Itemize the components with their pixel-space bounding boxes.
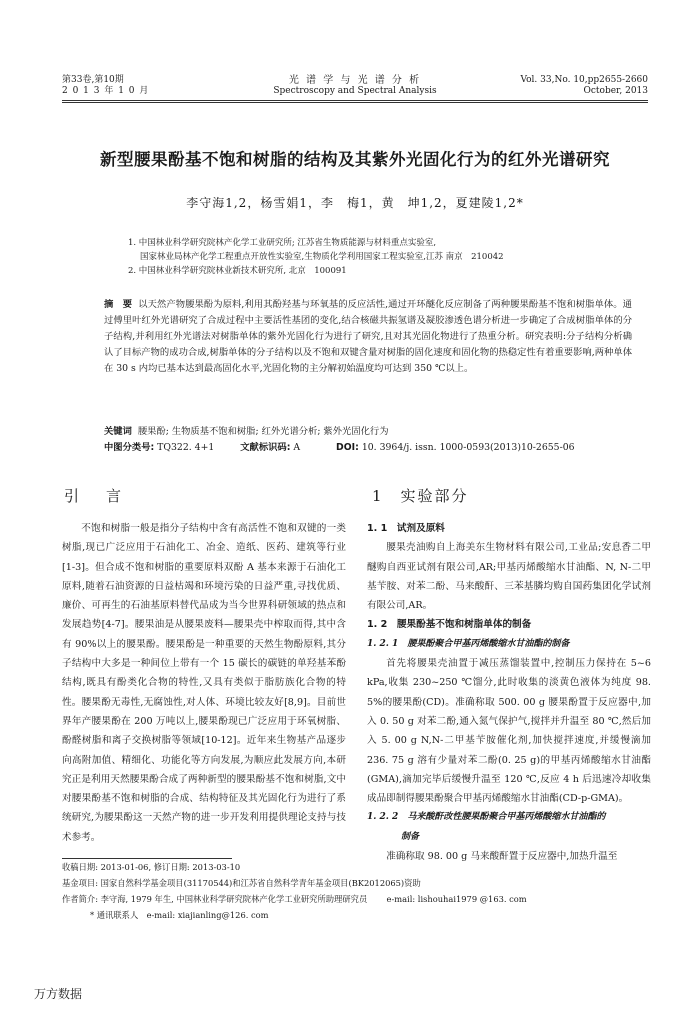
section-1-2-1-title: 1. 2. 1 腰果酚聚合甲基丙烯酸缩水甘油酯的制备 [367,638,570,649]
author-email: e-mail: lishouhai1979 @163. com [386,894,527,904]
section-1-2-title: 1. 2 腰果酚基不饱和树脂单体的制备 [367,619,532,631]
section-1-2-2-text: 准确称取 98. 00 g 马来酸酐置于反应器中,加热升温至 [386,851,618,863]
section-1-2-2-title-cont: 制备 [401,831,420,842]
section-1-1-text: 腰果壳油购自上海美东生物材料有限公司,工业品;安息香二甲醚购自西亚试剂有限公司,AR;甲基丙烯酸缩水甘油酯、N, N-二甲基苄胺、对苯二酚、马来酸酐、三苯基膦均购自国药集团化学试剂有限公司,AR。 [367,542,651,612]
section-1-2-1-text: 首先将腰果壳油置于减压蒸馏装置中,控制压力保持在 5~6 kPa,收集 230~250 ℃馏分,此时收集的淡黄色液体为纯度 98. 5%的腰果酚(CD)。准确称取 500. 00 g 腰果酚置于反应器中,加入 0. 50 g 对苯二酚,通入氮气保护气,搅拌并升温至 80 ℃,然后加入 5. 00 g N,N-二甲基苄胺催化剂,加快搅拌速度,并缓慢滴加 236. 75 g 溶有少量对苯二酚(0. 25 g)的甲基丙烯酸缩水甘油酯(GMA),滴加完毕后缓慢升温至 120 ℃,反应 4 h 后迅速冷却收集成品即制得腰果酚聚合甲基丙烯酸缩水甘油酯(CD-p-GMA)。 [367,658,651,805]
date-en: October, 2013 [583,86,648,96]
author-bio-text: 作者简介: 李守海, 1979 年生, 中国林业科学研究院林产化学工业研究所助理研究员 [62,894,368,904]
corresponding-author: * 通讯联系人 e-mail: xiajianling@126. com [90,910,269,920]
fund-info: 基金项目: 国家自然科学基金项目(31170544)和江苏省自然科学青年基金项目(BK2012065)资助 [62,878,421,888]
abstract-label: 摘 要 [104,299,133,310]
volume-pages-en: Vol. 33,No. 10,pp2655-2660 [520,75,648,85]
affiliation-1-cont: 国家林业局林产化学工程重点开放性实验室,生物质化学利用国家工程实验室,江苏 南京 210042 [140,252,504,262]
intro-paragraph: 不饱和树脂一般是指分子结构中含有高活性不饱和双键的一类树脂,现已广泛应用于石油化工、冶金、造纸、医药、建筑等行业[1-3]。但合成不饱和树脂的重要原料双酚 A 基本来源于石油化工原料,随着石油资源的日益枯竭和环境污染的日益严重,寻找优质、廉价、可再生的石油基原料替代品成为当今世界科研领域的热点和发展趋势[4-7]。腰果油是从腰果废料—腰果壳中榨取而得,其中含有 90%以上的腰果酚。腰果酚是一种重要的天然生物酚原料,其分子结构中大多是一种间位上带有一个 15 碳长的碳链的单羟基苯酚结构,既具有酚类化合物的特性,又具有类似于脂肪族化合物的特性。腰果酚无毒性,无腐蚀性,对人体、环境比较友好[8,9]。目前世界年产腰果酚在 200 万吨以上,腰果酚现已广泛应用于环氧树脂、酚醛树脂和离子交换树脂等领域[10-12]。近年来生物基产品逐步向高附加值、精细化、功能化等方向发展,为顺应此发展方向,本研究正是利用天然腰果酚合成了两种新型的腰果酚基不饱和树脂,文中对腰果酚基不饱和树脂的合成、结构特征及其光固化行为进行了系统研究,为腰果酚这一天然产物的进一步开发利用提供理论支持与技术参考。 [62,523,346,843]
header-rule [62,100,648,101]
author-list: 李守海1,2，杨雪娟1，李 梅1，黄 坤1,2，夏建陵1,2* [186,196,524,210]
wanfang-watermark: 万方数据 [34,987,83,1001]
author-bio [62,892,652,908]
journal-name-cn: 光 谱 学 与 光 谱 分 析 [288,75,422,86]
paper-title: 新型腰果酚基不饱和树脂的结构及其紫外光固化行为的红外光谱研究 [100,150,610,169]
keywords [104,424,632,440]
intro-heading: 引 言 [64,487,128,505]
experiment-heading: 1 实验部分 [372,487,469,505]
journal-name-en: Spectroscopy and Spectral Analysis [273,86,437,96]
doc-code-value: A [293,442,301,453]
experiment-body [367,519,651,866]
clc-value: TQ322. 4+1 [157,442,215,453]
affiliation-1: 1. 中国林业科学研究院林产化学工业研究所; 江苏省生物质能源与材料重点实验室, [128,238,437,248]
abstract-text: 以天然产物腰果酚为原料,利用其酚羟基与环氧基的反应活性,通过开环醚化反应制备了两种腰果酚基不饱和树脂单体。通过傅里叶红外光谱研究了合成过程中主要活性基团的变化,结合核磁共振氢谱及凝胶渗透色谱分析进一步确定了合成树脂单体的分子结构,并利用红外光谱法对树脂单体的紫外光固化行为进行了研究,且对其光固化物进行了热重分析。研究表明:分子结构分析确认了目标产物的成功合成,树脂单体的分子结构以及不饱和双键含量对树脂的固化速度和固化物的热稳定性有着重要影响,两种单体在 30 s 内均已基本达到最高固化水平,光固化物的主分解初始温度均可达到 350 ℃以上。 [104,299,632,374]
keywords-text: 腰果酚; 生物质基不饱和树脂; 红外光谱分析; 紫外光固化行为 [137,426,389,437]
doi-label: DOI: [336,442,359,453]
doi-value: 10. 3964/j. issn. 1000-0593(2013)10-2655-06 [361,442,575,453]
received-date: 收稿日期: 2013-01-06, 修订日期: 2013-03-10 [62,862,241,872]
intro-body [62,519,346,847]
abstract [104,297,632,377]
doc-code-label: 文献标识码: [240,442,291,453]
volume-issue-cn: 第33卷,第10期 [62,75,124,85]
date-cn: 2 0 1 3 年 1 0 月 [62,86,150,96]
keywords-label: 关键词 [104,426,132,437]
clc-label: 中图分类号: [104,442,155,453]
section-1-1-title: 1. 1 试剂及原料 [367,523,445,534]
classification-line [104,440,632,456]
section-1-2-2-title: 1. 2. 2 马来酸酐改性腰果酚聚合甲基丙烯酸缩水甘油酯的 [367,812,606,823]
footnote-rule [62,858,232,859]
affiliation-2: 2. 中国林业科学研究院林业新技术研究所, 北京 100091 [128,266,347,276]
header-rule-2 [62,102,648,103]
